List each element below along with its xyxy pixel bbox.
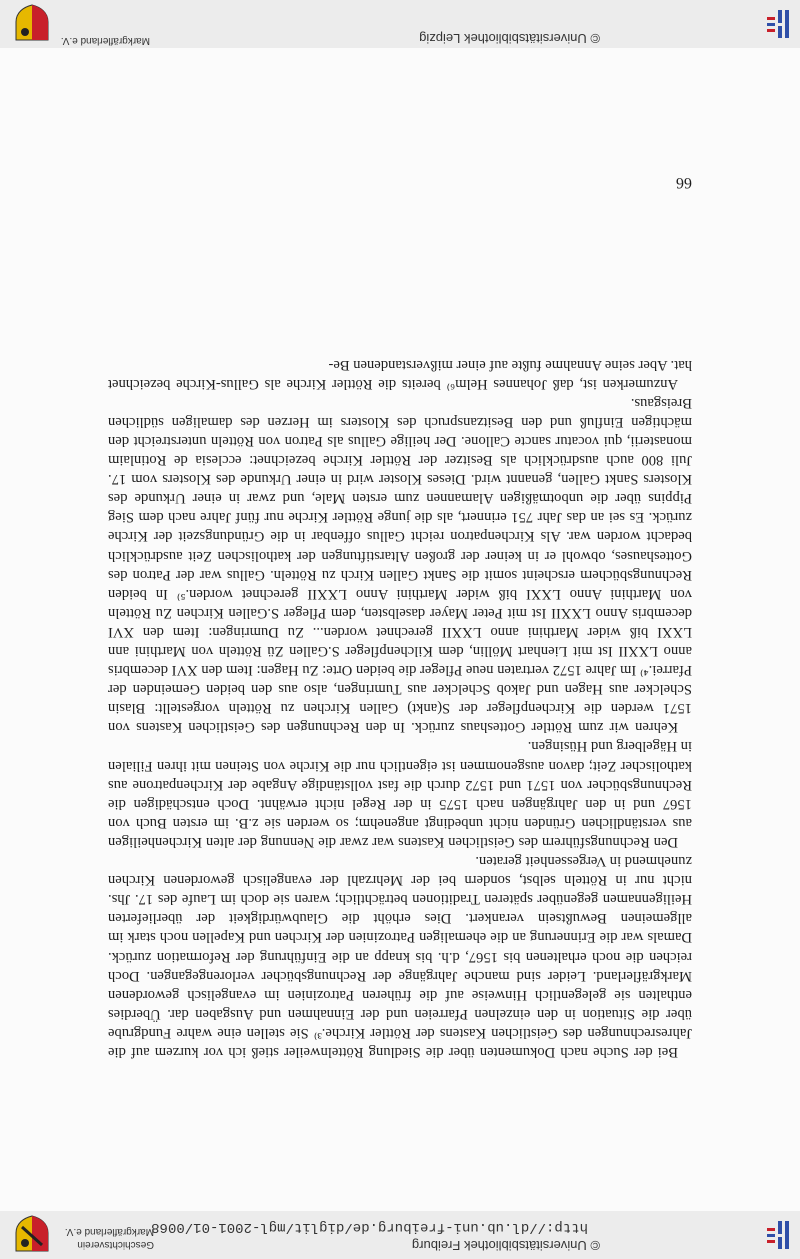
copyright-text: © Universitätsbibliothek Freiburg <box>411 1238 600 1253</box>
paragraph-3: Kehren wir zum Röttler Gotteshaus zurück. In den Rechnungen des Geistlichen Kastens von 1571 werden die Kirchenpfleger der S(ankt) Gallen Kirchen zu Rötteln vorgestellt: Blasin Schelcker aus Hagen und Jakob Schelcker aus Tumringen, also aus den beiden Gemeinden der Pfarrei.⁴⁾ Im Jahre 1572 vertraten neue Pfleger die beiden Orte: Zu Hagen: Item den XVI decembris anno LXXII Ist mit Lienhart Möllin, dem Kilchenpfleger S.Gallen Zü Rötteln von Marthini ann LXXI biß wider Marthini anno LXXII gerechnet worden... Zu Dumringen: Item den XVI decembris Anno LXXII Ist mit Peter Mayer daselbsten, dem Pfleger S.Gallen Kirchen Zu Rötteln von Marthini Anno LXXI biß wider Marthini Anno LXXII gerechnet worden.⁵⁾ In beiden Rechnungsbüchern erscheint somit die Sankt Gallen Kirch zu Rötteln. Gallus war der Patron des Gotteshauses, obwohl er in keiner der großen Altarstiftungen der katholischen Zeit ausdrücklich bedacht worden war. Als Kirchenpatron reicht Gallus offenbar in die Gründungszeit der Kirche zurück. Es sei an das Jahr 751 erinnert, als die junge Röttler Kirche nur fünf Jahre nach dem Sieg Pippins über die unbotmäßigen Alamannen zum ersten Male, und zwar in einer Urkunde des Klosters Sankt Gallen, genannt wird. Dieses Kloster wird in einer Urkunde des Klosters vom 17. Juli 800 auch ausdrücklich als Besitzer der Röttler Kirche bezeichnet: ecclesia de Rotinlaim monasterii, qui vocatur sancte Callone. Der heilige Gallus als Patron von Rötteln unterstreicht den mächtigen Einfluß und den Besitzanspruch des Klosters im Herzen des damaligen südlichen Breisgaus. <box>108 394 692 736</box>
paragraph-2: Den Rechnungsführern des Geistlichen Kastens war zwar die Nennung der alten Kirchenheiligen aus verständlichen Gründen nicht unbedingt angenehm; so werden sie z.B. im ersten Buch von 1567 und in den Jahrgängen nach 1575 in der Regel nicht erwähnt. Doch entschädigen die Rechnungsbücher von 1571 und 1572 durch die fast vollständige Angabe der Kirchenpatrone aus katholischer Zeit; davon ausgenommen ist eigentlich nur die Kirche von Steinen mit ihren Filialen in Hägelberg und Hüsingen. <box>108 738 692 850</box>
footer-copyright-text: © Universitätsbibliothek Leipzig <box>419 31 600 46</box>
university-logo-icon-lower[interactable] <box>764 9 792 39</box>
footer-society-name: Markgräflerland e.V. <box>60 35 150 46</box>
body-text <box>108 355 692 1061</box>
paragraph-4: Anzumerken ist, daß Johannes Helm⁶⁾ bereits die Röttler Kirche als Gallus-Kirche bezeichnet hat. Aber seine Annahme fußte auf einer mißverstandenen Be- <box>108 356 692 392</box>
university-logo-icon[interactable] <box>764 1220 792 1250</box>
society-crest-icon[interactable] <box>12 1215 52 1255</box>
footer-bar <box>0 0 800 48</box>
society-crest-icon-lower[interactable] <box>12 4 52 44</box>
society-name-line2: Markgräflerland e.V. <box>64 1226 154 1237</box>
scanned-page <box>0 48 800 1211</box>
society-name-line1: Geschichtsverein <box>77 1239 154 1250</box>
page-number: 66 <box>676 174 692 191</box>
paragraph-1: Bei der Suche nach Dokumenten über die Siedlung Röttelnweiler stieß ich vor kurzem auf die Jahresrechnungen des Geistlichen Kastens der Röttler Kirche.³⁾ Sie stellen eine wahre Fundgrube über die Situation in den einzelnen Pfarreien und der Einnahmen und Ausgaben dar. Überdies enthalten sie gelegentlich Hinweise auf die früheren Patrozinien im evangelisch gewordenen Markgräflerland. Leider sind manche Jahrgänge der Rechnungsbücher verlorengegangen. Doch reichen die noch erhaltenen bis 1567, d.h. bis knapp an die Einführung der Reformation zurück. Damals war die Erinnerung an die ehemaligen Patrozinien der Kirchen und Kapellen noch stark im allgemeinen Bewußtsein verankert. Dies erhöht die Glaubwürdigkeit der überlieferten Heiligennamen gegenüber späteren Traditionen beträchtlich; waren sie doch im Laufe des 17. Jhs. nicht nur in Rötteln selbst, sondern bei der Mehrzahl der evangelisch gewordenen Kirchen zunehmend in Vergessenheit geraten. <box>108 853 692 1060</box>
document-url-link[interactable]: http://dl.ub.uni-freiburg.de/diglit/mgl-2001-01/0068 <box>151 1219 588 1235</box>
header-bar <box>0 1211 800 1259</box>
